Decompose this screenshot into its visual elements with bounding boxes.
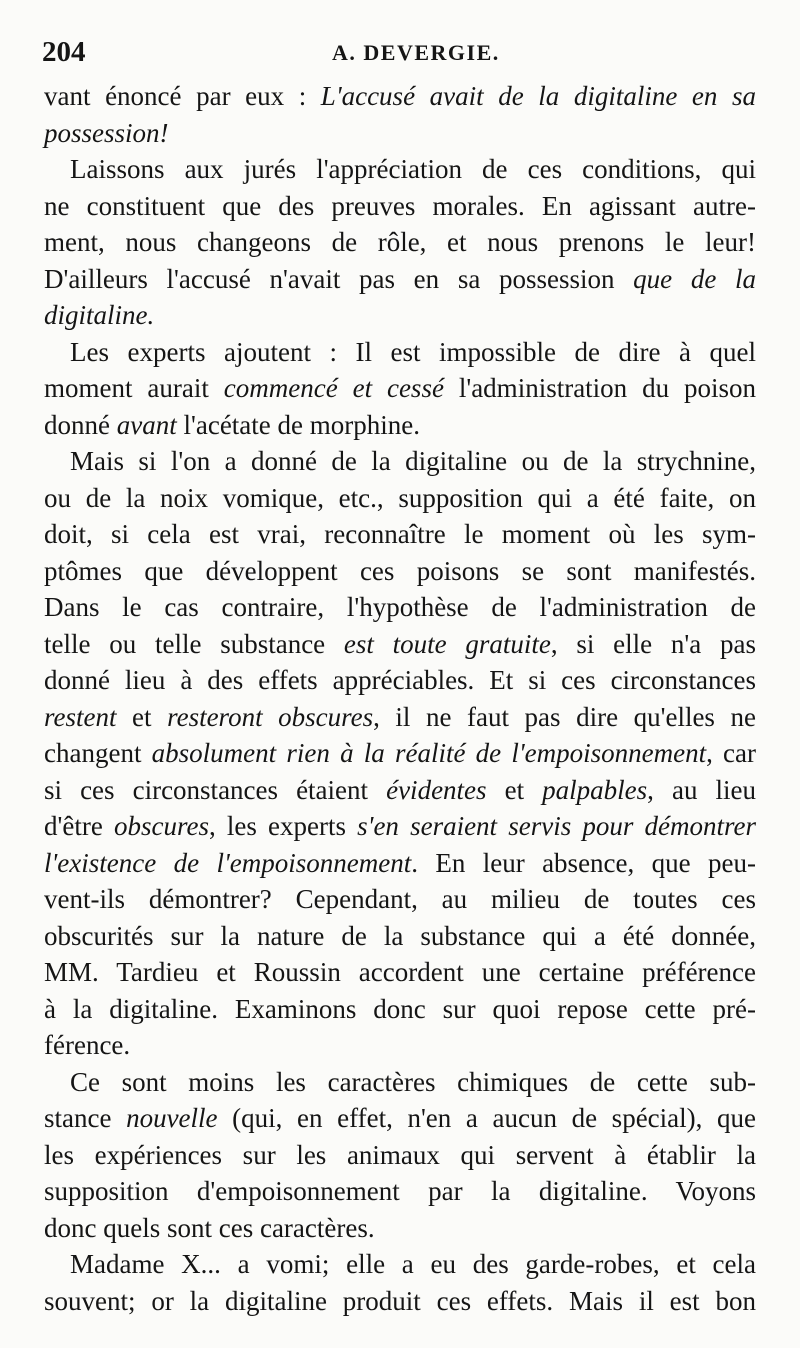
text-segment: donné — [44, 409, 117, 440]
text-line — [44, 115, 756, 152]
text-segment: Ce sont moins les caractères chimiques de cette sub- — [70, 1066, 756, 1097]
text-line — [44, 297, 756, 334]
text-segment: Madame X... a vomi; elle a eu des garde-robes, et cela — [70, 1249, 756, 1279]
text-line — [44, 881, 756, 918]
text-segment: et — [486, 774, 543, 805]
text-line — [44, 151, 756, 188]
text-segment: , il ne faut pas dire qu'elles ne — [373, 701, 756, 732]
italic-text: évidentes — [386, 774, 487, 805]
text-segment: d'être — [44, 811, 114, 841]
text-line — [44, 735, 756, 772]
text-line — [44, 516, 756, 553]
text-segment: , les experts — [208, 811, 358, 841]
text-line — [44, 1283, 756, 1320]
text-segment: les expériences sur les animaux qui servent à établir la — [44, 1139, 756, 1170]
text-segment: vant énoncé par eux : — [44, 81, 321, 111]
text-segment: si ces circonstances étaient — [44, 774, 387, 805]
body-text — [44, 78, 756, 1319]
text-segment: stance — [44, 1103, 127, 1133]
text-line — [44, 224, 756, 261]
italic-text: absolument rien à la réalité de l'empoisonnement — [151, 738, 707, 768]
text-segment: MM. Tardieu et Roussin accordent une certaine préférence — [44, 957, 756, 987]
text-line — [44, 699, 756, 736]
text-line — [44, 626, 756, 663]
text-line — [44, 1100, 756, 1137]
text-segment: (qui, en effet, n'en a aucun de spécial), que — [217, 1103, 756, 1133]
text-line — [44, 334, 756, 371]
text-line — [44, 1137, 756, 1174]
running-head — [42, 36, 762, 72]
text-line — [44, 808, 756, 845]
text-segment: vent-ils démontrer? Cependant, au milieu de toutes ces — [44, 884, 756, 914]
text-segment: , au lieu — [647, 774, 756, 805]
italic-text: resteront obscures — [167, 701, 374, 732]
text-segment: changent — [44, 738, 152, 768]
text-segment: , car — [706, 738, 757, 768]
italic-text: L'accusé avait de la digitaline en sa — [320, 81, 756, 111]
text-segment: doit, si cela est vrai, reconnaître le moment où les sym- — [44, 519, 756, 549]
italic-text: commencé et cessé — [223, 373, 444, 403]
text-line — [44, 662, 756, 699]
text-line — [44, 589, 756, 626]
text-segment: à la digitaline. Examinons donc sur quoi repose cette pré- — [44, 993, 756, 1024]
text-line — [44, 261, 756, 298]
text-segment: et — [116, 701, 168, 732]
text-segment: supposition d'empoisonnement par la digitaline. Voyons — [44, 1176, 756, 1206]
text-segment: ou de la noix vomique, etc., supposition qui a été faite, on — [44, 482, 756, 513]
italic-text: l'existence de l'empoisonnement — [44, 847, 412, 878]
text-segment: souvent; or la digitaline produit ces effets. Mais il est bon — [44, 1285, 756, 1316]
italic-text: digitaline. — [44, 300, 155, 330]
italic-text: avant — [116, 409, 177, 440]
text-line — [44, 1246, 756, 1283]
italic-text: s'en seraient servis pour démontrer — [357, 811, 756, 841]
text-segment: Laissons aux jurés l'appréciation de ces conditions, qui — [70, 154, 756, 184]
text-segment: D'ailleurs l'accusé n'avait pas en sa possession — [44, 263, 634, 294]
page-number: 204 — [42, 36, 86, 68]
text-line — [44, 1173, 756, 1210]
text-segment: donné lieu à des effets appréciables. Et si ces circonstances — [44, 665, 756, 695]
text-segment: telle ou telle substance — [44, 628, 344, 659]
text-line — [44, 772, 756, 809]
text-line — [44, 918, 756, 955]
text-segment: donc quels sont ces caractères. — [44, 1212, 375, 1243]
text-line — [44, 1210, 756, 1247]
text-line — [44, 370, 756, 407]
text-line — [44, 407, 756, 444]
text-segment: moment aurait — [44, 373, 224, 403]
text-line — [44, 1027, 756, 1064]
italic-text: que de la — [633, 263, 756, 294]
text-line — [44, 553, 756, 590]
text-segment: Les experts ajoutent : Il est impossible de dire à quel — [70, 336, 756, 367]
text-segment: ptômes que développent ces poisons se sont manifestés. — [44, 555, 756, 586]
text-line — [44, 78, 756, 115]
italic-text: palpables — [542, 774, 648, 805]
running-title: A. DEVERGIE. — [332, 40, 500, 65]
text-segment: obscurités sur la nature de la substance qui a été donnée, — [44, 920, 756, 951]
text-line — [44, 443, 756, 480]
text-segment: ment, nous changeons de rôle, et nous prenons le leur! — [44, 227, 756, 257]
italic-text: nouvelle — [126, 1103, 218, 1133]
text-line — [44, 845, 756, 882]
italic-text: obscures — [113, 811, 209, 841]
text-segment: . En leur absence, que peu- — [411, 847, 756, 878]
italic-text: est toute gratuite — [343, 628, 551, 659]
italic-text: restent — [44, 701, 117, 732]
text-line — [44, 1064, 756, 1101]
text-line — [44, 991, 756, 1028]
text-segment: Mais si l'on a donné de la digitaline ou de la strychnine, — [70, 446, 756, 476]
text-segment: l'acétate de morphine. — [176, 409, 420, 440]
text-line — [44, 954, 756, 991]
text-segment: ne constituent que des preuves morales. En agissant autre- — [44, 190, 756, 221]
text-line — [44, 480, 756, 517]
text-segment: l'administration du poison — [443, 373, 756, 403]
italic-text: possession! — [44, 117, 169, 148]
text-line — [44, 188, 756, 225]
text-segment: Dans le cas contraire, l'hypothèse de l'administration de — [44, 592, 756, 622]
text-segment: , si elle n'a pas — [550, 628, 756, 659]
text-segment: férence. — [44, 1030, 131, 1060]
